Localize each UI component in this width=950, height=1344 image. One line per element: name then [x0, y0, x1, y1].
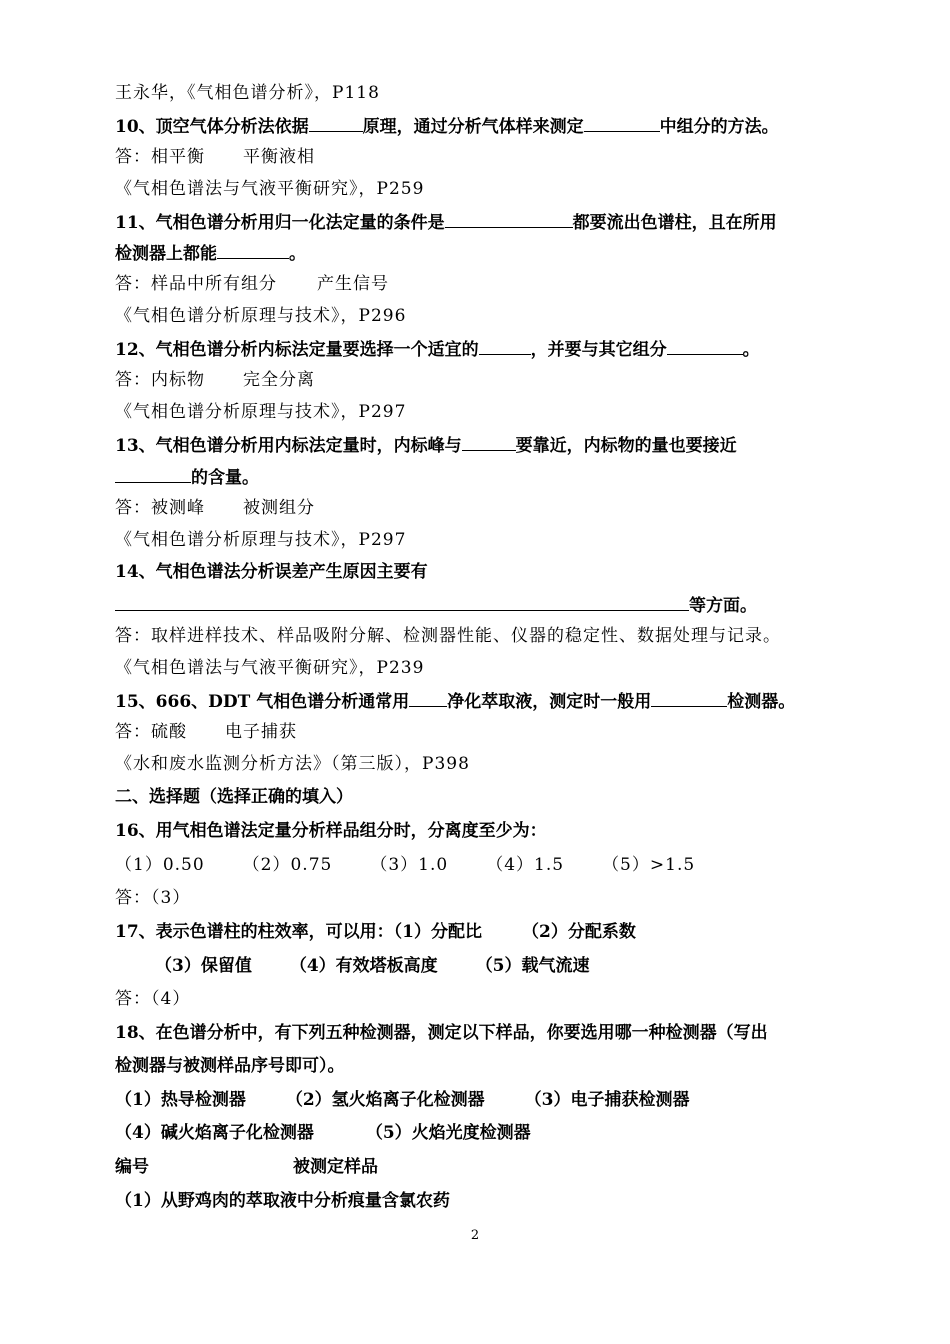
answer-blank — [651, 689, 727, 707]
answer-16: 答：（3） — [115, 888, 191, 908]
answer-blank — [462, 433, 516, 451]
question-18-cont: 检测器与被测样品序号即可）。 — [115, 1056, 345, 1076]
reference-line: 《气相色谱法与气液平衡研究》，P259 — [115, 179, 425, 199]
question-16-options: （1）0.50 （2）0.75 （3）1.0 （4）1.5 （5）>1.5 — [115, 855, 696, 875]
answer-17: 答：（4） — [115, 989, 191, 1009]
reference-line: 《气相色谱法与气液平衡研究》，P239 — [115, 658, 425, 678]
question-11-cont: 检测器上都能 。 — [115, 241, 306, 265]
answer-11: 答：样品中所有组分 产生信号 — [115, 274, 389, 294]
answer-blank — [667, 337, 743, 355]
question-12: 12、气相色谱分析内标法定量要选择一个适宜的 ，并要与其它组分 。 — [115, 337, 760, 361]
question-17-options: （3）保留值 （4）有效塔板高度 （5）载气流速 — [155, 956, 590, 976]
answer-blank — [479, 337, 531, 355]
answer-12: 答：内标物 完全分离 — [115, 370, 315, 390]
question-10: 10、顶空气体分析法依据 原理，通过分析气体样来测定 中组分的方法。 — [115, 114, 779, 138]
question-14: 14、气相色谱法分析误差产生原因主要有 — [115, 562, 428, 582]
page-number: 2 — [470, 1228, 480, 1243]
answer-blank — [584, 114, 660, 132]
question-18-options-2: （4）碱火焰离子化检测器 （5）火焰光度检测器 — [115, 1123, 531, 1143]
question-16: 16、用气相色谱法定量分析样品组分时，分离度至少为： — [115, 821, 547, 841]
reference-line: 王永华，《气相色谱分析》，P118 — [115, 83, 380, 103]
question-18-options: （1）热导检测器 （2）氢火焰离子化检测器 （3）电子捕获检测器 — [115, 1090, 690, 1110]
question-18: 18、在色谱分析中，有下列五种检测器，测定以下样品，你要选用哪一种检测器（写出 — [115, 1023, 768, 1043]
answer-13: 答：被测峰 被测组分 — [115, 498, 315, 518]
question-15: 15、666、DDT 气相色谱分析通常用 净化萃取液，测定时一般用 检测器。 — [115, 689, 795, 713]
answer-15: 答：硫酸 电子捕获 — [115, 722, 297, 742]
question-17: 17、表示色谱柱的柱效率，可以用：（1）分配比 （2）分配系数 — [115, 922, 636, 942]
question-11: 11、气相色谱分析用归一化法定量的条件是 都要流出色谱柱，且在所用 — [115, 210, 777, 234]
question-14-cont: 等方面。 — [115, 593, 757, 617]
question-13: 13、气相色谱分析用内标法定量时，内标峰与 要靠近，内标物的量也要接近 — [115, 433, 737, 457]
reference-line: 《气相色谱分析原理与技术》，P297 — [115, 530, 407, 550]
reference-line: 《水和废水监测分析方法》（第三版），P398 — [115, 754, 470, 774]
answer-blank — [217, 241, 289, 259]
answer-blank — [115, 465, 191, 483]
table-header: 编号 被测定样品 — [115, 1157, 378, 1177]
section-heading: 二、选择题（选择正确的填入） — [115, 787, 353, 807]
reference-line: 《气相色谱分析原理与技术》，P296 — [115, 306, 407, 326]
answer-blank — [309, 114, 363, 132]
answer-10: 答：相平衡 平衡液相 — [115, 147, 315, 167]
answer-blank — [445, 210, 573, 228]
answer-blank — [115, 593, 689, 611]
reference-line: 《气相色谱分析原理与技术》，P297 — [115, 402, 407, 422]
table-row: （1）从野鸡肉的萃取液中分析痕量含氯农药 — [115, 1191, 450, 1211]
question-13-cont: 的含量。 — [115, 465, 259, 489]
answer-14: 答：取样进样技术、样品吸附分解、检测器性能、仪器的稳定性、数据处理与记录。 — [115, 626, 781, 646]
answer-blank — [409, 689, 447, 707]
